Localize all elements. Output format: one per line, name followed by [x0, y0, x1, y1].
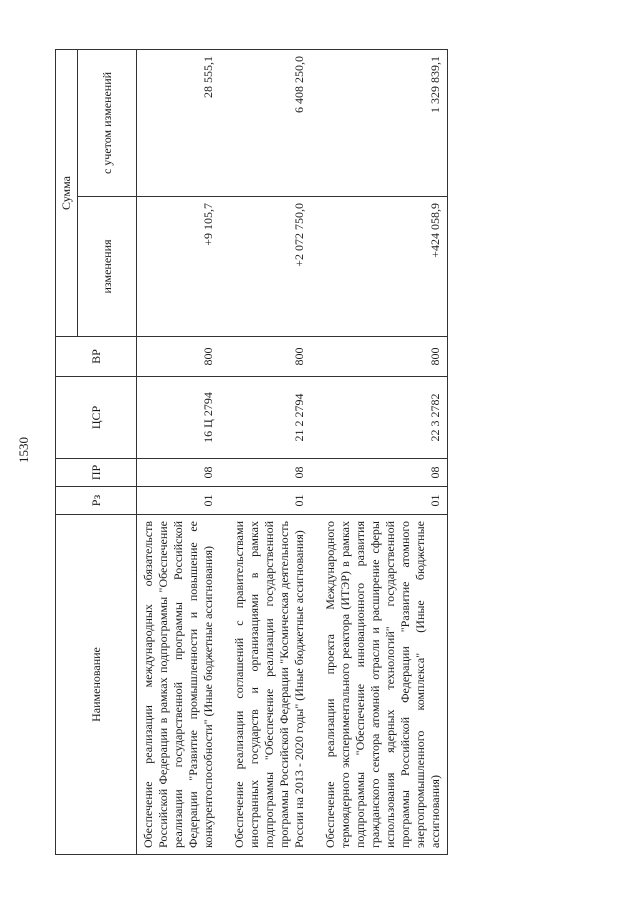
table-row [137, 49, 221, 854]
row-pr: 08 [137, 459, 221, 487]
page-number: 1530 [16, 437, 31, 463]
row-name: Обеспечение реализации проекта Международного термоядерного экспериментального реактора (ИТЭР) в рамках подпрограммы "Обеспечение инновационного развития гражданского сектора атомной отрасли и расширение сферы использования ядерных технологий" государственной программы Российской Федерации "Развитие атомного энергопромышленного комплекса" (Иные бюджетные ассигнования) [319, 515, 448, 855]
row-rz: 01 [319, 487, 448, 515]
row-vr: 800 [228, 337, 311, 377]
row-change: +2 072 750,0 [228, 197, 311, 337]
row-change: +424 058,9 [319, 197, 448, 337]
row-pr: 08 [319, 459, 448, 487]
row-name: Обеспечение реализации соглашений с правительствами иностранных государств и организациями в рамках подпрограммы "Обеспечение реализации государственной программы Российской Федерации "Космическая деятельность России на 2013 - 2020 годы" (Иные бюджетные ассигнования) [228, 515, 311, 855]
row-rz: 01 [228, 487, 311, 515]
row-rz: 01 [137, 487, 221, 515]
row-csr: 21 2 2794 [228, 377, 311, 459]
header-vr: ВР [56, 337, 137, 377]
table-row [319, 49, 448, 854]
row-spacer [220, 49, 228, 854]
row-total: 28 555,1 [137, 49, 221, 196]
row-total: 1 329 839,1 [319, 49, 448, 196]
header-changes: изменения [78, 197, 137, 337]
header-with-changes: с учетом изменений [78, 49, 137, 196]
row-change: +9 105,7 [137, 197, 221, 337]
row-vr: 800 [319, 337, 448, 377]
header-pr: ПР [56, 459, 137, 487]
header-sum: Сумма [56, 49, 78, 336]
budget-table [55, 49, 448, 855]
header-csr: ЦСР [56, 377, 137, 459]
row-csr: 16 Ц 2794 [137, 377, 221, 459]
row-total: 6 408 250,0 [228, 49, 311, 196]
row-vr: 800 [137, 337, 221, 377]
row-name: Обеспечение реализации международных обязательств Российской Федерации в рамках подпрограммы "Обеспечение реализации государственной программы Российской Федерации "Развитие промышленности и повышение ее конкурентоспособности" (Иные бюджетные ассигнования) [137, 515, 221, 855]
header-rz: Рз [56, 487, 137, 515]
header-row-1 [56, 49, 78, 854]
table-row [228, 49, 311, 854]
row-spacer [311, 49, 319, 854]
row-pr: 08 [228, 459, 311, 487]
header-name: Наименование [56, 515, 137, 855]
row-csr: 22 3 2782 [319, 377, 448, 459]
